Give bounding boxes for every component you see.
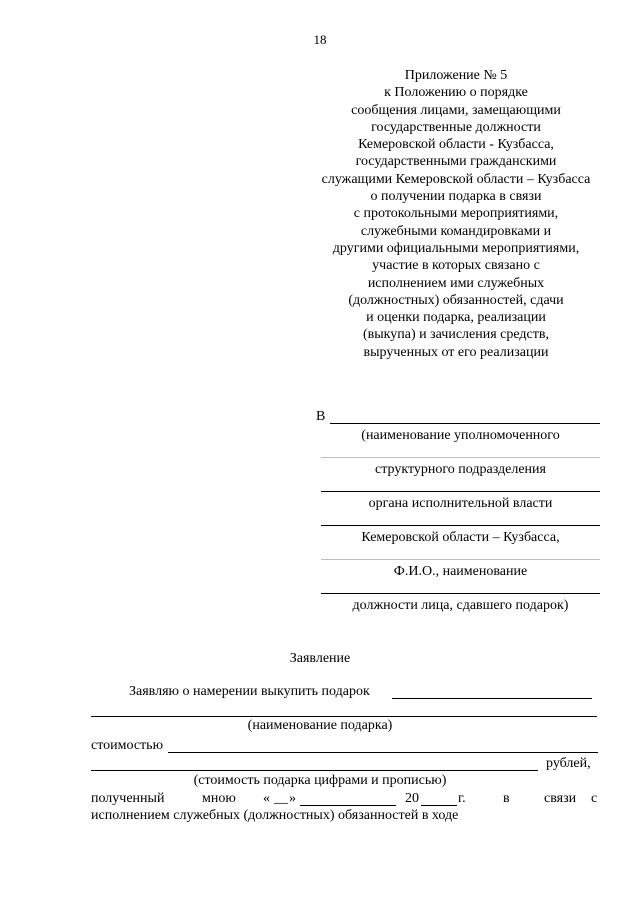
cost-field[interactable] <box>168 752 598 753</box>
cost-field[interactable] <box>91 770 538 771</box>
appendix-header <box>300 67 612 361</box>
addressee-caption: Ф.И.О., наименование <box>393 564 528 579</box>
gift-name-field[interactable] <box>392 698 592 699</box>
appendix-line: Приложение № 5 <box>404 68 508 83</box>
appendix-line: с протокольными мероприятиями, <box>353 206 559 222</box>
received-word: полученный <box>91 791 165 806</box>
date-month-field[interactable] <box>300 805 396 806</box>
appendix-line: (выкупа) и зачисления средств, <box>362 327 549 343</box>
date-quote-open: « <box>263 791 270 806</box>
appendix-line: сообщения лицами, замещающими <box>351 102 561 118</box>
date-day-field[interactable]: __ <box>274 791 288 806</box>
gift-caption: (наименование подарка) <box>247 718 393 733</box>
appendix-line: (должностных) обязанностей, сдачи <box>348 292 564 308</box>
date-quote-close: » <box>289 791 296 806</box>
addressee-caption: органа исполнительной власти <box>368 496 553 511</box>
received-word: с <box>591 791 598 806</box>
cost-caption: (стоимость подарка цифрами и прописью) <box>193 773 447 788</box>
addressee-caption: должности лица, сдавшего подарок) <box>352 598 569 613</box>
appendix-line: о получении подарка в связи <box>370 189 542 205</box>
addressee-field-line[interactable] <box>330 423 600 424</box>
addressee-field-line[interactable] <box>321 559 600 560</box>
document-title: Заявление <box>289 651 351 666</box>
appendix-line: к Положению о порядке <box>384 85 528 101</box>
addressee-field-line[interactable] <box>321 593 600 594</box>
appendix-line: государственные должности <box>371 119 541 135</box>
received-word: мною <box>202 791 236 806</box>
received-word: связи <box>544 791 577 806</box>
appendix-line: служащими Кемеровской области – Кузбасса <box>321 171 591 187</box>
rubles-label: рублей, <box>546 756 591 771</box>
addressee-prefix: В <box>316 409 326 424</box>
last-line-text: исполнением служебных (должностных) обязанностей в ходе <box>91 808 459 823</box>
addressee-caption: структурного подразделения <box>375 462 546 477</box>
appendix-line: государственными гражданскими <box>355 154 557 170</box>
date-year-suffix: г. <box>458 791 466 806</box>
appendix-line: другими официальными мероприятиями, <box>332 240 580 256</box>
addressee-field-line[interactable] <box>321 457 600 458</box>
addressee-caption: Кемеровской области – Кузбасса, <box>361 530 560 545</box>
page-number: 18 <box>313 32 327 47</box>
addressee-field-line[interactable] <box>321 525 600 526</box>
received-word: в <box>503 791 510 806</box>
appendix-line: Кемеровской области - Кузбасса, <box>358 137 554 153</box>
date-year-prefix: 20 <box>405 791 419 806</box>
date-year-field[interactable] <box>421 805 457 806</box>
appendix-line: служебными командировками и <box>360 223 552 239</box>
appendix-line: участие в которых связано с <box>372 258 540 274</box>
appendix-line: и оценки подарка, реализации <box>366 310 546 326</box>
intro-text: Заявляю о намерении выкупить подарок <box>129 684 370 699</box>
cost-label: стоимостью <box>91 738 164 753</box>
addressee-field-line[interactable] <box>321 491 600 492</box>
addressee-caption: (наименование уполномоченного <box>361 428 560 443</box>
appendix-line: исполнением ими служебных <box>367 275 545 291</box>
appendix-line: вырученных от его реализации <box>363 344 549 360</box>
